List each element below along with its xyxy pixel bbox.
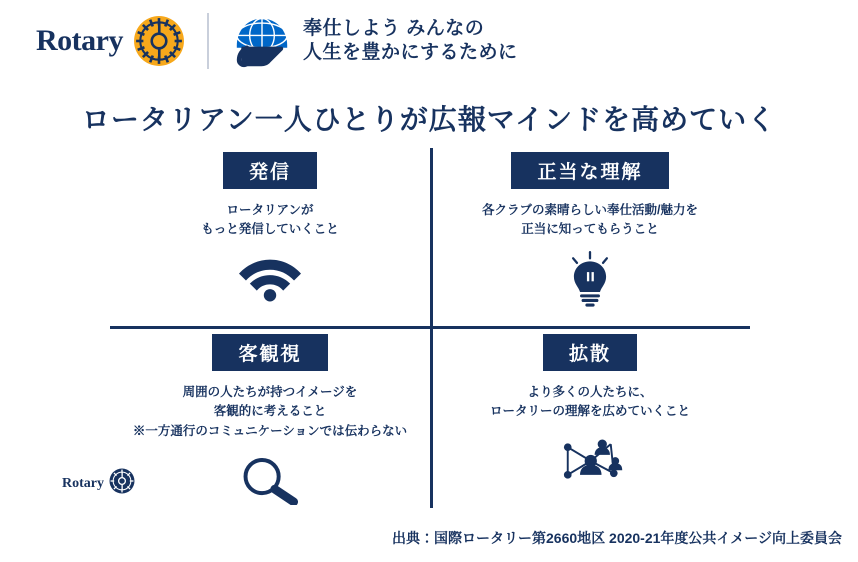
rotary-brand (36, 15, 185, 67)
tagline-line-2: 人生を豊かにするために (302, 42, 518, 63)
footer-rotary-brand (62, 468, 135, 499)
brand-wordmark: Rotary (36, 24, 123, 57)
tagline-block (231, 13, 518, 69)
header-divider (207, 13, 209, 69)
lightbulb-icon (430, 248, 750, 310)
desc-line: 正当に知ってもらうこと (521, 222, 659, 237)
page-title: ロータリアン一人ひとりが広報マインドを高めていく (81, 104, 777, 135)
magnifying-glass-icon (110, 449, 430, 511)
desc-line: より多くの人たちに、 (527, 385, 653, 399)
quadrant-desc-seito-na-rikai (430, 201, 750, 240)
wifi-broadcast-icon (110, 248, 430, 310)
rotary-wheel-icon (133, 15, 185, 67)
quadrant-desc-hasshin (110, 201, 430, 240)
quadrant-label-seito-na-rikai: 正当な理解 (511, 152, 668, 189)
desc-line: もっと発信していくこと (201, 222, 339, 237)
tagline-line-1: 奉仕しよう みんなの (302, 18, 485, 40)
quadrant-label-kyakkanshi: 客観視 (212, 334, 327, 371)
page-header (0, 0, 858, 82)
desc-line: ロータリーの理解を広めていくこと (489, 404, 690, 419)
source-note: 出典：国際ロータリー第2660地区 2020-21年度公共イメージ向上委員会 (392, 530, 842, 546)
horizontal-axis (110, 326, 750, 329)
desc-line: ※一方通行のコミュニケーションでは伝わらない (132, 423, 408, 438)
network-people-icon (430, 430, 750, 492)
quadrant-label-kakusan: 拡散 (543, 334, 637, 371)
quadrant-seito-na-rikai (430, 148, 750, 326)
footer-brand-wordmark: Rotary (62, 475, 104, 491)
quadrant-desc-kakusan (430, 383, 750, 422)
quadrant-diagram (110, 148, 750, 508)
quadrant-kakusan (430, 330, 750, 508)
tagline-text (303, 17, 518, 65)
desc-line: ロータリアンが (226, 203, 314, 217)
rotary-wheel-icon (109, 468, 135, 499)
desc-line: 客観的に考えること (213, 404, 327, 419)
desc-line: 各クラブの素晴らしい奉仕活動/魅力を (482, 203, 698, 217)
quadrant-kyakkanshi (110, 330, 430, 508)
rotary-globe-hands-icon (231, 13, 291, 69)
desc-line: 周囲の人たちが持つイメージを (182, 385, 358, 399)
quadrant-hasshin (110, 148, 430, 326)
quadrant-desc-kyakkanshi (110, 383, 430, 441)
quadrant-label-hasshin: 発信 (223, 152, 317, 189)
